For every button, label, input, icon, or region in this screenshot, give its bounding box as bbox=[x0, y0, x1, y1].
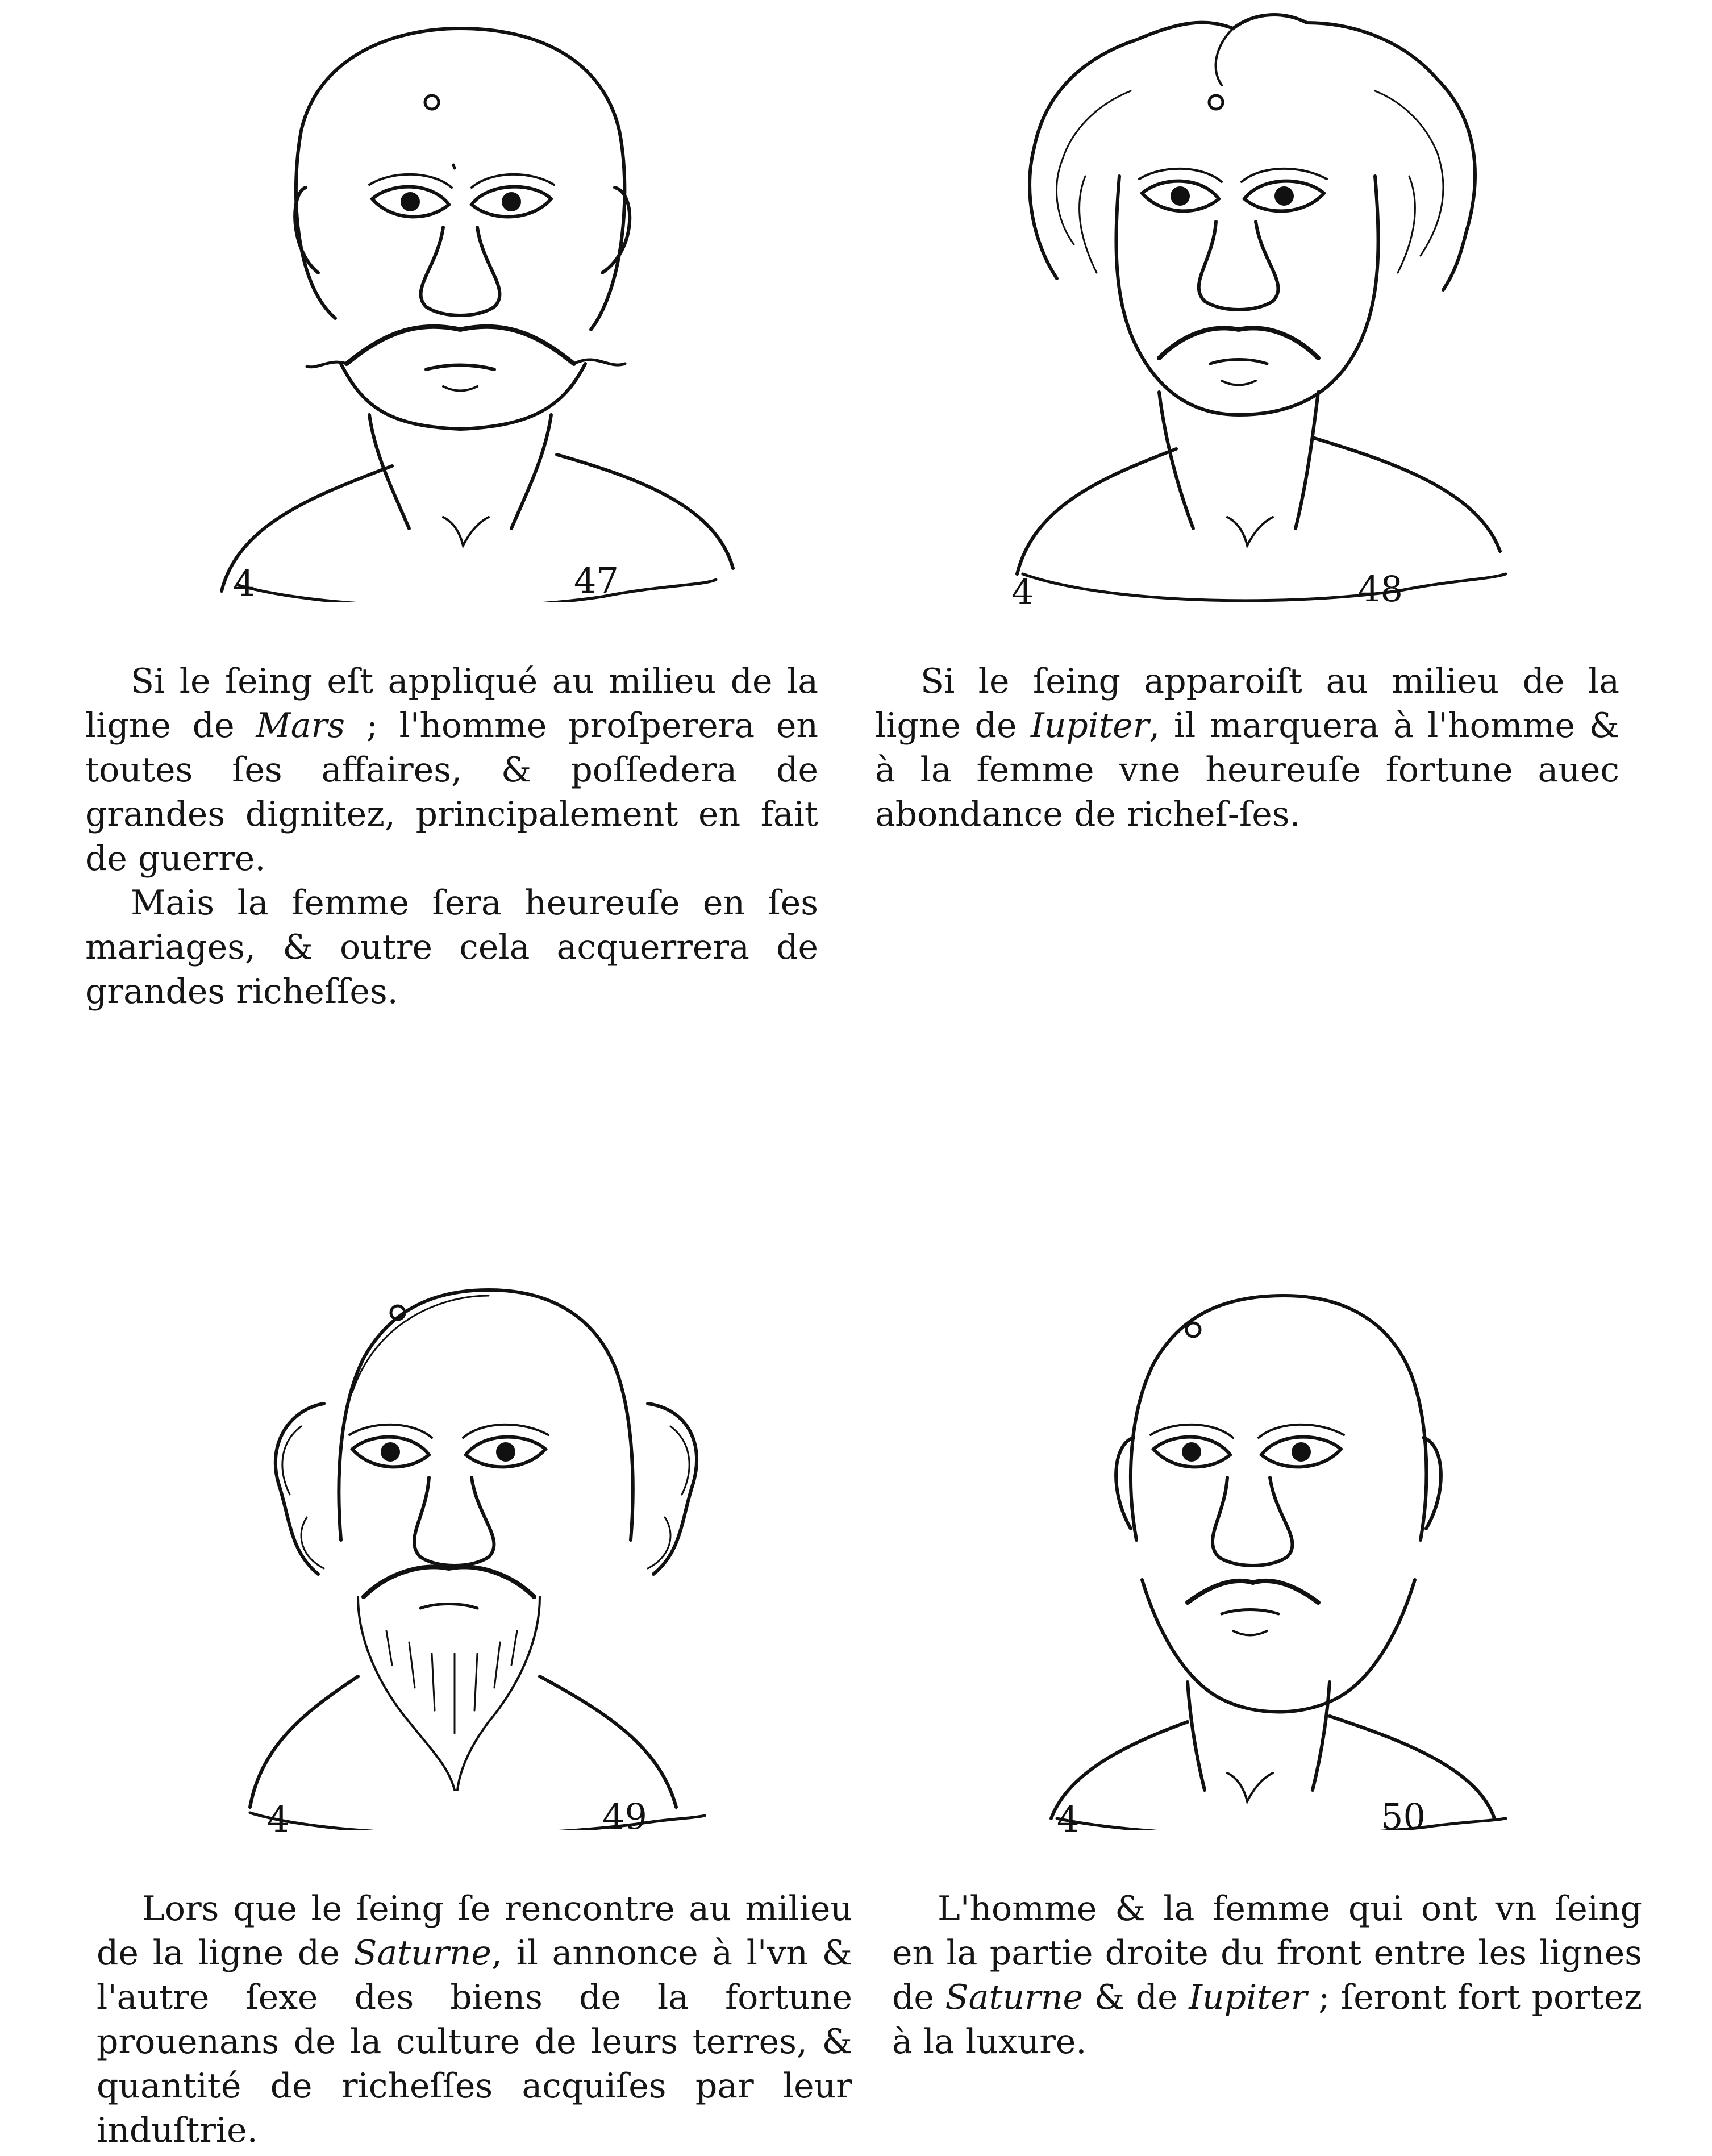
caption-50-p2-italic: Iupiter bbox=[1189, 1978, 1307, 2017]
caption-50-p1-text-a: L'homme & la femme qui ont vn ſeing en la partie droite du front entre les lignes de bbox=[892, 1889, 1642, 2017]
caption-49-p1-italic: Saturne bbox=[353, 1933, 491, 1973]
caption-47-p1-text-a: Si le ſeing eſt appliqué au milieu de la ligne de bbox=[85, 661, 818, 746]
caption-47-p1-italic: Mars bbox=[256, 706, 345, 746]
caption-49-p1-text-b: , il annonce à l'vn & l'autre ſexe des biens de la fortune prouenans de la culture de leurs terres, & quantité de richeſſes acquiſes par leur induſtrie. bbox=[97, 1933, 852, 2150]
face-portrait-saturne bbox=[239, 1279, 750, 1830]
figure-48-engraving bbox=[989, 6, 1614, 614]
caption-50-p2-text-b: ; ſeront fort portez à la luxure. bbox=[892, 1978, 1643, 2062]
caption-50-paragraph-1 bbox=[892, 1887, 1642, 2064]
face-portrait-front bbox=[1034, 1284, 1557, 1830]
caption-47-paragraph-2 bbox=[85, 881, 818, 1014]
caption-50 bbox=[892, 1887, 1642, 2064]
caption-49 bbox=[97, 1887, 852, 2153]
caption-47-paragraph-1 bbox=[85, 659, 818, 881]
figure-number-48: 48 bbox=[1358, 568, 1403, 610]
caption-48-p1-text-b: , il marquera à l'homme & à la femme vne heureuſe fortune auec abondance de richeſ-ſes. bbox=[875, 706, 1619, 834]
caption-50-p1-italic: Saturne bbox=[945, 1978, 1084, 2017]
caption-48-p1-text-a: Si le ſeing apparoiſt au milieu de la ligne de bbox=[875, 661, 1619, 746]
face-portrait-jupiter bbox=[989, 6, 1614, 614]
caption-47 bbox=[85, 659, 818, 1014]
face-portrait-mars bbox=[205, 23, 773, 602]
caption-47-p1-text-b: ; l'homme proſperera en toutes ſes affaires, & poſſedera de grandes dignitez, principalement en fait de guerre. bbox=[85, 706, 818, 879]
caption-49-p1-text-a: Lors que le ſeing ſe rencontre au milieu de la ligne de bbox=[97, 1889, 852, 1973]
figure-number-47: 47 bbox=[574, 560, 619, 601]
figure-number-49: 49 bbox=[602, 1796, 647, 1837]
caption-48-paragraph-1 bbox=[875, 659, 1619, 836]
plate-number-47-left: 4 bbox=[233, 563, 256, 604]
figure-47-engraving bbox=[205, 23, 773, 602]
caption-48-p1-italic: Iupiter bbox=[1031, 706, 1149, 746]
figure-50-engraving bbox=[1034, 1284, 1557, 1830]
figure-49-engraving bbox=[239, 1279, 750, 1830]
caption-48 bbox=[875, 659, 1619, 836]
figure-number-50: 50 bbox=[1381, 1796, 1426, 1837]
caption-49-paragraph-1 bbox=[97, 1887, 852, 2153]
plate-number-48-left: 4 bbox=[1011, 571, 1034, 613]
caption-50-p2-text-a: & de bbox=[1094, 1978, 1189, 2017]
plate-number-50-left: 4 bbox=[1057, 1799, 1080, 1840]
plate-number-49-left: 4 bbox=[267, 1799, 290, 1840]
caption-47-p2-text: Mais la femme ſera heureuſe en ſes mariages, & outre cela acquerrera de grandes richeſſes. bbox=[85, 883, 818, 1012]
